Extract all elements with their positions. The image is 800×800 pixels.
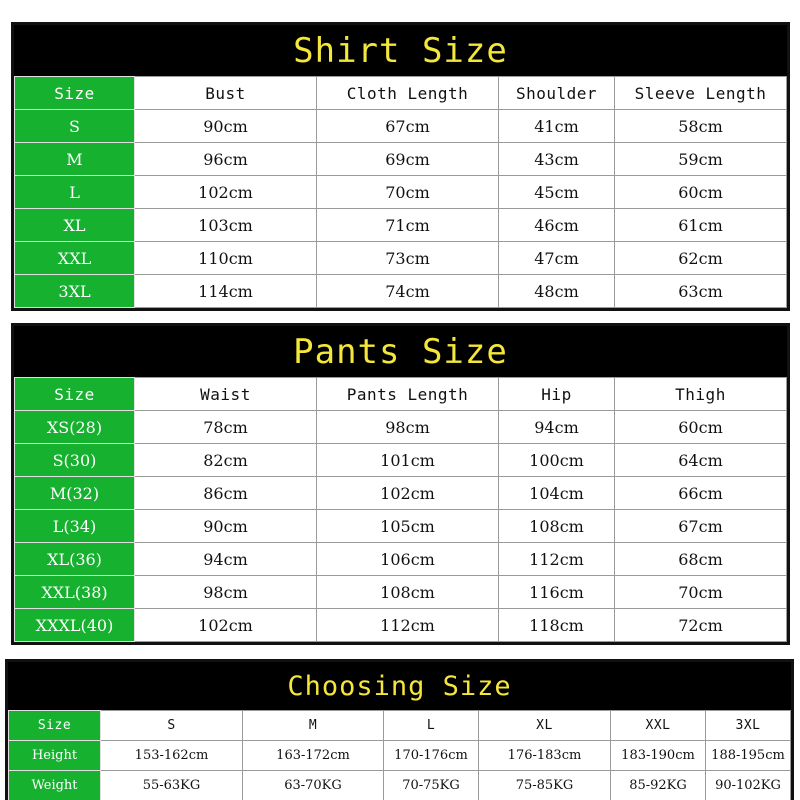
table-cell: 108cm [317,576,499,609]
choosing-size-frame [5,659,794,800]
table-cell: 102cm [317,477,499,510]
choosing-header-row [9,711,791,741]
table-cell: 43cm [499,143,615,176]
shirt-row [15,242,787,275]
shirt-size-body [15,77,787,308]
table-cell: 64cm [615,444,787,477]
shirt-row [15,110,787,143]
row-label: XL(36) [15,543,135,576]
table-cell: 75-85KG [479,771,611,800]
table-cell: 101cm [317,444,499,477]
table-cell: 104cm [499,477,615,510]
row-label: S [15,110,135,143]
table-cell: 90cm [135,510,317,543]
pants-row [15,510,787,543]
table-cell: 153-162cm [101,741,243,771]
row-label: XS(28) [15,411,135,444]
table-cell: 105cm [317,510,499,543]
table-cell: 74cm [317,275,499,308]
table-cell: 85-92KG [611,771,706,800]
table-cell: 67cm [615,510,787,543]
pants-size-title: Pants Size [14,326,787,377]
column-header: Waist [135,378,317,411]
table-cell: 82cm [135,444,317,477]
shirt-row [15,275,787,308]
table-cell: 163-172cm [243,741,384,771]
table-cell: 188-195cm [706,741,791,771]
table-cell: 69cm [317,143,499,176]
table-cell: 68cm [615,543,787,576]
table-cell: 58cm [615,110,787,143]
column-header: M [243,711,384,741]
pants-row [15,477,787,510]
column-header: Cloth Length [317,77,499,110]
row-label: XXL(38) [15,576,135,609]
row-label: Weight [9,771,101,800]
table-cell: 78cm [135,411,317,444]
table-cell: 176-183cm [479,741,611,771]
table-cell: 71cm [317,209,499,242]
row-label: Height [9,741,101,771]
row-label: XXXL(40) [15,609,135,642]
table-cell: 61cm [615,209,787,242]
shirt-size-section [11,22,790,311]
shirt-row [15,143,787,176]
table-cell: 47cm [499,242,615,275]
table-cell: 46cm [499,209,615,242]
table-cell: 112cm [317,609,499,642]
pants-size-section [11,323,790,645]
table-cell: 59cm [615,143,787,176]
shirt-size-title: Shirt Size [14,25,787,76]
table-cell: 90cm [135,110,317,143]
table-cell: 98cm [135,576,317,609]
pants-size-frame [11,323,790,645]
table-cell: 116cm [499,576,615,609]
column-header: 3XL [706,711,791,741]
table-cell: 118cm [499,609,615,642]
choosing-size-body [9,711,791,800]
table-cell: 94cm [135,543,317,576]
pants-header-row [15,378,787,411]
choosing-size-section [5,659,794,800]
choosing-row [9,771,791,800]
column-header: Sleeve Length [615,77,787,110]
row-label: 3XL [15,275,135,308]
table-cell: 108cm [499,510,615,543]
table-cell: 63-70KG [243,771,384,800]
column-header: XXL [611,711,706,741]
choosing-size-table [8,710,791,800]
table-cell: 94cm [499,411,615,444]
table-cell: 60cm [615,176,787,209]
row-label: XL [15,209,135,242]
column-header: Size [9,711,101,741]
table-cell: 55-63KG [101,771,243,800]
table-cell: 63cm [615,275,787,308]
pants-row [15,411,787,444]
table-cell: 60cm [615,411,787,444]
row-label: M(32) [15,477,135,510]
table-cell: 103cm [135,209,317,242]
pants-row [15,543,787,576]
row-label: L(34) [15,510,135,543]
table-cell: 106cm [317,543,499,576]
table-cell: 114cm [135,275,317,308]
table-cell: 70cm [615,576,787,609]
table-cell: 73cm [317,242,499,275]
shirt-size-table [14,76,787,308]
column-header: L [384,711,479,741]
row-label: S(30) [15,444,135,477]
table-cell: 86cm [135,477,317,510]
shirt-row [15,209,787,242]
pants-row [15,444,787,477]
table-cell: 67cm [317,110,499,143]
row-label: L [15,176,135,209]
column-header: Bust [135,77,317,110]
column-header: Size [15,77,135,110]
table-cell: 102cm [135,609,317,642]
table-cell: 90-102KG [706,771,791,800]
table-cell: 102cm [135,176,317,209]
table-cell: 66cm [615,477,787,510]
table-cell: 45cm [499,176,615,209]
column-header: Pants Length [317,378,499,411]
row-label: M [15,143,135,176]
choosing-size-title: Choosing Size [8,662,791,710]
column-header: XL [479,711,611,741]
pants-row [15,609,787,642]
table-cell: 70cm [317,176,499,209]
choosing-row [9,741,791,771]
table-cell: 96cm [135,143,317,176]
table-cell: 72cm [615,609,787,642]
table-cell: 70-75KG [384,771,479,800]
table-cell: 110cm [135,242,317,275]
pants-size-body [15,378,787,642]
table-cell: 112cm [499,543,615,576]
column-header: Shoulder [499,77,615,110]
shirt-size-frame [11,22,790,311]
table-cell: 183-190cm [611,741,706,771]
pants-size-table [14,377,787,642]
table-cell: 48cm [499,275,615,308]
shirt-header-row [15,77,787,110]
column-header: Thigh [615,378,787,411]
table-cell: 62cm [615,242,787,275]
table-cell: 98cm [317,411,499,444]
pants-row [15,576,787,609]
table-cell: 100cm [499,444,615,477]
column-header: Size [15,378,135,411]
table-cell: 170-176cm [384,741,479,771]
row-label: XXL [15,242,135,275]
column-header: Hip [499,378,615,411]
shirt-row [15,176,787,209]
column-header: S [101,711,243,741]
table-cell: 41cm [499,110,615,143]
